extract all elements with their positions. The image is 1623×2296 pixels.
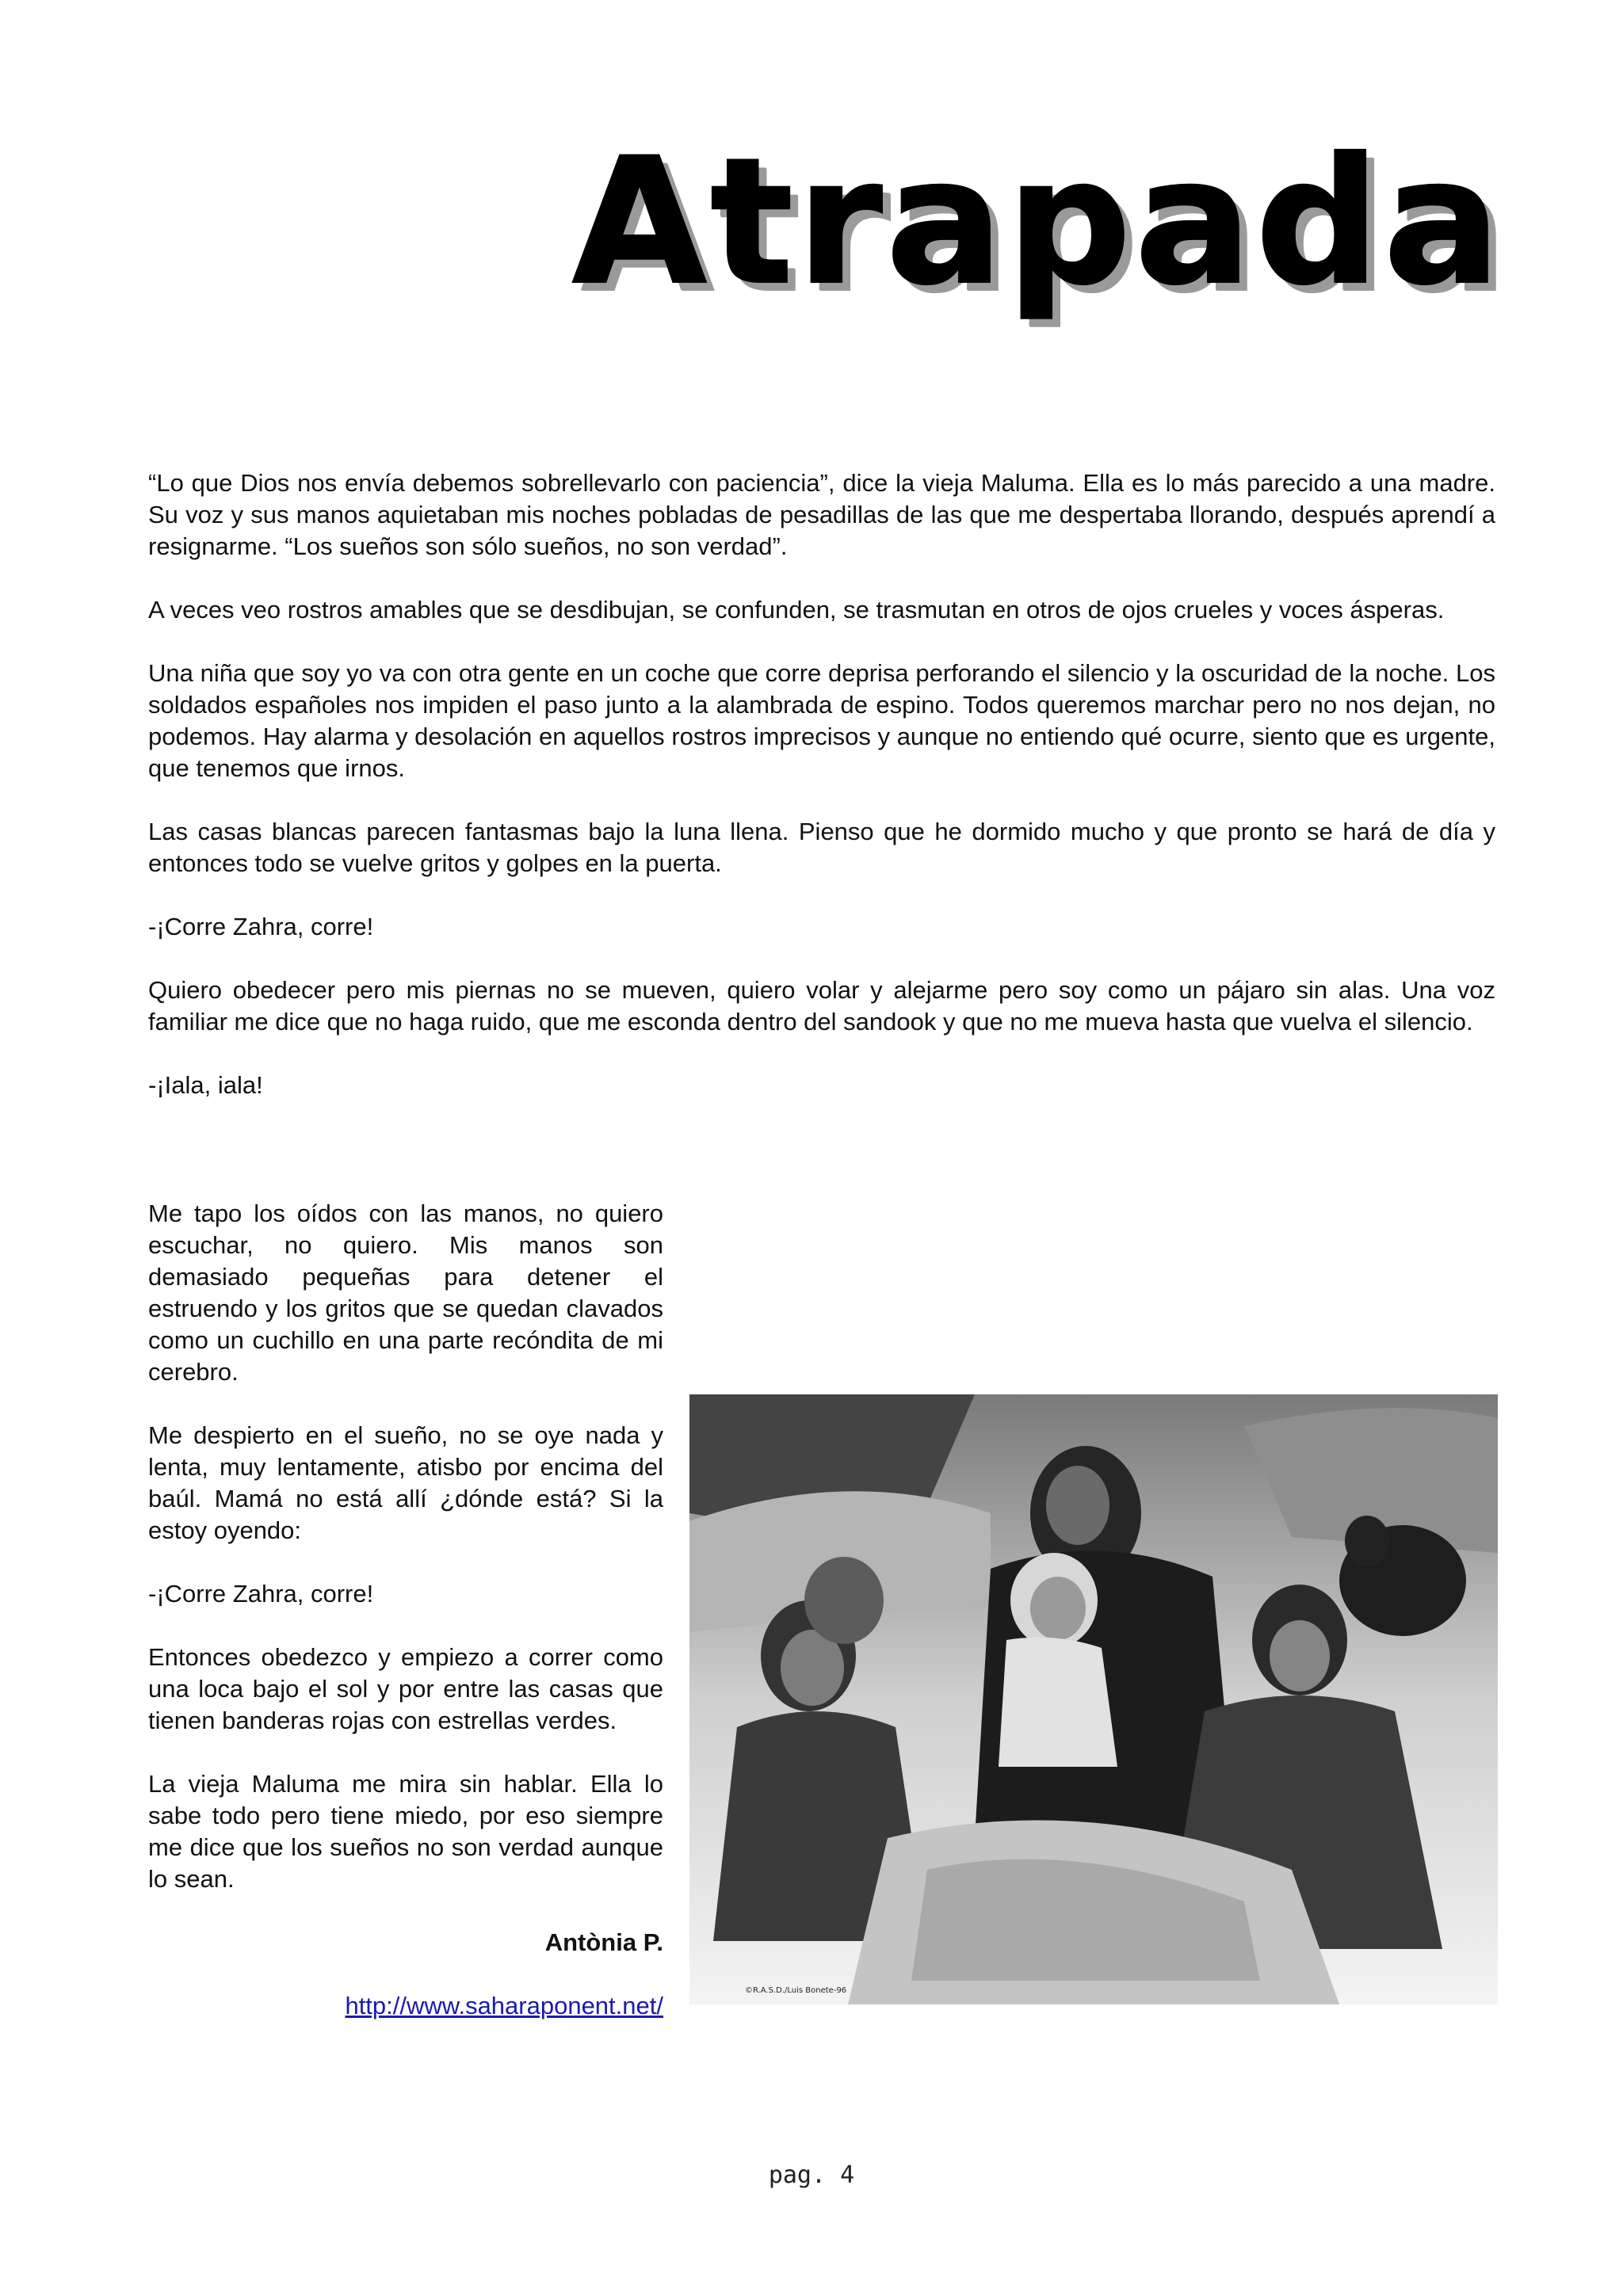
article-body	[148, 467, 1495, 1133]
paragraph: Las casas blancas parecen fantasmas bajo la luna llena. Pienso que he dormido mucho y que pronto se hará de día y entonces todo se vuelve gritos y golpes en la puerta.	[148, 818, 1495, 877]
paragraph: -¡Iala, iala!	[148, 1071, 263, 1099]
family-photo	[689, 1394, 1498, 2004]
paragraph: La vieja Maluma me mira sin hablar. Ella lo sabe todo pero tiene miedo, por eso siempre me dice que los sueños no son verdad aunque lo sean.	[148, 1770, 663, 1893]
paragraph: Me tapo los oídos con las manos, no quiero escuchar, no quiero. Mis manos son demasiado pequeñas para detener el estruendo y los gritos que se quedan clavados como un cuchillo en una parte recóndita de mi cerebro.	[148, 1199, 663, 1386]
page-number: pag. 4	[768, 2161, 855, 2189]
paragraph: “Lo que Dios nos envía debemos sobrellevarlo con paciencia”, dice la vieja Maluma. Ella es lo más parecido a una madre. Su voz y sus manos aquietaban mis noches pobladas de pesadillas de las que me despertaba llorando, después aprendí a resignarme. “Los sueños son sólo sueños, no son verdad”.	[148, 469, 1495, 560]
article-column	[148, 1198, 663, 2054]
author-website-link[interactable]: http://www.saharaponent.net/	[345, 1992, 663, 2019]
paragraph: A veces veo rostros amables que se desdibujan, se confunden, se trasmutan en otros de ojos crueles y voces ásperas.	[148, 596, 1445, 624]
page-title: Atrapada	[571, 120, 1504, 323]
paragraph: Una niña que soy yo va con otra gente en un coche que corre deprisa perforando el silencio y la oscuridad de la noche. Los soldados españoles nos impiden el paso junto a la alambrada de espino. Todos queremos marchar pero no nos dejan, no podemos. Hay alarma y desolación en aquellos rostros imprecisos y aunque no entiendo qué ocurre, siento que es urgente, que tenemos que irnos.	[148, 659, 1495, 782]
paragraph: -¡Corre Zahra, corre!	[148, 1580, 374, 1608]
author-signature: Antònia P.	[544, 1928, 663, 1956]
paragraph: -¡Corre Zahra, corre!	[148, 913, 374, 940]
paragraph: Me despierto en el sueño, no se oye nada y lenta, muy lentamente, atisbo por encima del baúl. Mamá no está allí ¿dónde está? Si la estoy oyendo:	[148, 1421, 663, 1544]
paragraph: Entonces obedezco y empiezo a correr como una loca bajo el sol y por entre las casas que tienen banderas rojas con estrellas verdes.	[148, 1643, 663, 1734]
paragraph: Quiero obedecer pero mis piernas no se mueven, quiero volar y alejarme pero soy como un pájaro sin alas. Una voz familiar me dice que no haga ruido, que me esconda dentro del sandook y que no me mueva hasta que vuelva el silencio.	[148, 976, 1495, 1035]
photo-credit: ©R.A.S.D./Luis Bonete-96	[745, 1986, 847, 1995]
